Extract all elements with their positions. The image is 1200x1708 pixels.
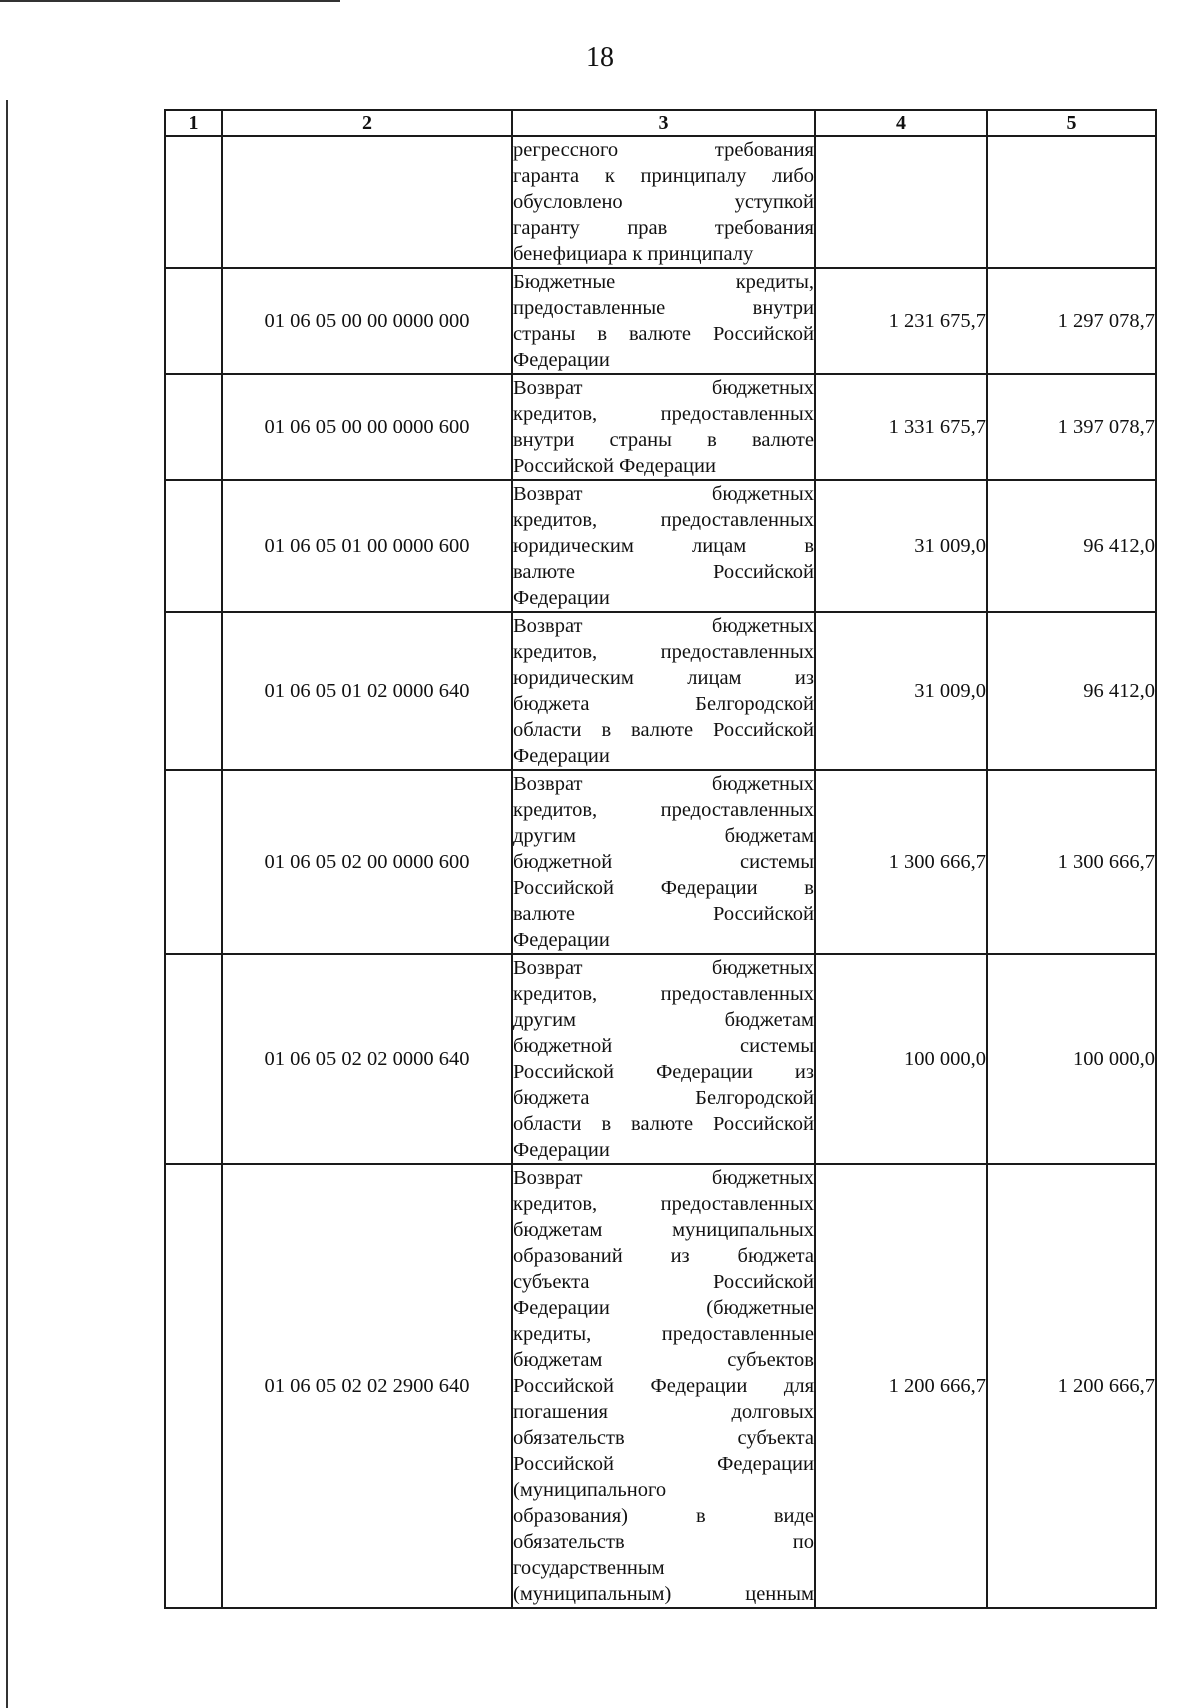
amount-cell-col5: 1 200 666,7: [987, 1164, 1156, 1608]
row-number-cell: [165, 480, 222, 612]
description-line: гаранту прав требования: [513, 217, 814, 239]
classification-code-cell: 01 06 05 01 00 0000 600: [222, 480, 512, 612]
budget-sources-table: [164, 109, 1157, 1609]
description-line: другим бюджетам: [513, 825, 814, 847]
description-line: регрессного требования: [513, 139, 814, 161]
amount-cell-col4: 31 009,0: [815, 612, 987, 770]
description-line: Возврат бюджетных: [513, 957, 814, 979]
description-line: Федерации: [513, 745, 610, 767]
description-line: кредиты, предоставленные: [513, 1323, 814, 1345]
description-line: Возврат бюджетных: [513, 773, 814, 795]
amount-cell-col4: 1 231 675,7: [815, 268, 987, 374]
classification-code-cell: [222, 136, 512, 268]
amount-cell-col5: [987, 136, 1156, 268]
description-line: (муниципального: [513, 1479, 667, 1501]
description-line: бюджетной системы: [513, 851, 814, 873]
amount-cell-col5: 96 412,0: [987, 612, 1156, 770]
description-line: (муниципальным) ценным: [513, 1583, 814, 1605]
description-line: Российской Федерации: [513, 455, 716, 477]
description-line: внутри страны в валюте: [513, 429, 814, 451]
column-header: 1: [165, 110, 222, 136]
description-line: обязательств субъекта: [513, 1427, 814, 1449]
classification-code-cell: 01 06 05 02 02 2900 640: [222, 1164, 512, 1608]
description-cell: [512, 612, 815, 770]
description-line: Федерации: [513, 929, 610, 951]
table-row: [165, 480, 1156, 612]
column-header: 2: [222, 110, 512, 136]
page-number: 18: [586, 42, 614, 73]
classification-code-cell: 01 06 05 02 00 0000 600: [222, 770, 512, 954]
amount-cell-col4: 1 300 666,7: [815, 770, 987, 954]
table-row: [165, 954, 1156, 1164]
description-line: Федерации: [513, 349, 610, 371]
row-number-cell: [165, 136, 222, 268]
column-header: 3: [512, 110, 815, 136]
description-line: бюджета Белгородской: [513, 693, 814, 715]
description-line: Возврат бюджетных: [513, 615, 814, 637]
table-row: [165, 612, 1156, 770]
scan-edge-left: [6, 100, 8, 1708]
description-line: кредитов, предоставленных: [513, 1193, 814, 1215]
description-line: юридическим лицам из: [513, 667, 814, 689]
classification-code-cell: 01 06 05 01 02 0000 640: [222, 612, 512, 770]
amount-cell-col4: 31 009,0: [815, 480, 987, 612]
classification-code-cell: 01 06 05 00 00 0000 000: [222, 268, 512, 374]
description-line: юридическим лицам в: [513, 535, 814, 557]
table-row: [165, 770, 1156, 954]
description-line: страны в валюте Российской: [513, 323, 814, 345]
table-body: [165, 136, 1156, 1608]
description-line: области в валюте Российской: [513, 1113, 814, 1135]
description-line: Возврат бюджетных: [513, 1167, 814, 1189]
description-line: предоставленные внутри: [513, 297, 814, 319]
table-row: [165, 374, 1156, 480]
description-cell: [512, 136, 815, 268]
amount-cell-col4: [815, 136, 987, 268]
table-row: [165, 268, 1156, 374]
description-cell: [512, 1164, 815, 1608]
table-header-row: [165, 110, 1156, 136]
description-line: Федерации: [513, 587, 610, 609]
amount-cell-col4: 1 200 666,7: [815, 1164, 987, 1608]
column-header: 5: [987, 110, 1156, 136]
amount-cell-col4: 100 000,0: [815, 954, 987, 1164]
description-line: Федерации (бюджетные: [513, 1297, 814, 1319]
description-cell: [512, 374, 815, 480]
row-number-cell: [165, 954, 222, 1164]
column-header: 4: [815, 110, 987, 136]
description-line: погашения долговых: [513, 1401, 814, 1423]
scan-edge-top: [0, 0, 340, 2]
description-line: Федерации: [513, 1139, 610, 1161]
description-line: Возврат бюджетных: [513, 377, 814, 399]
description-line: кредитов, предоставленных: [513, 799, 814, 821]
description-line: валюте Российской: [513, 903, 814, 925]
description-line: образований из бюджета: [513, 1245, 814, 1267]
description-line: валюте Российской: [513, 561, 814, 583]
description-line: государственным: [513, 1557, 665, 1579]
description-line: другим бюджетам: [513, 1009, 814, 1031]
description-line: Российской Федерации для: [513, 1375, 814, 1397]
description-line: Бюджетные кредиты,: [513, 271, 814, 293]
description-line: образования) в виде: [513, 1505, 814, 1527]
description-line: Российской Федерации из: [513, 1061, 814, 1083]
description-line: бенефициара к принципалу: [513, 243, 754, 265]
description-line: кредитов, предоставленных: [513, 983, 814, 1005]
description-cell: [512, 268, 815, 374]
description-cell: [512, 954, 815, 1164]
description-line: кредитов, предоставленных: [513, 509, 814, 531]
classification-code-cell: 01 06 05 02 02 0000 640: [222, 954, 512, 1164]
description-line: субъекта Российской: [513, 1271, 814, 1293]
description-cell: [512, 480, 815, 612]
description-line: кредитов, предоставленных: [513, 403, 814, 425]
description-line: Российской Федерации: [513, 1453, 814, 1475]
row-number-cell: [165, 1164, 222, 1608]
description-line: бюджетам субъектов: [513, 1349, 814, 1371]
description-line: Возврат бюджетных: [513, 483, 814, 505]
description-line: бюджета Белгородской: [513, 1087, 814, 1109]
amount-cell-col5: 1 297 078,7: [987, 268, 1156, 374]
amount-cell-col5: 1 300 666,7: [987, 770, 1156, 954]
row-number-cell: [165, 612, 222, 770]
description-line: Российской Федерации в: [513, 877, 814, 899]
classification-code-cell: 01 06 05 00 00 0000 600: [222, 374, 512, 480]
row-number-cell: [165, 268, 222, 374]
amount-cell-col5: 1 397 078,7: [987, 374, 1156, 480]
row-number-cell: [165, 374, 222, 480]
description-line: гаранта к принципалу либо: [513, 165, 814, 187]
amount-cell-col4: 1 331 675,7: [815, 374, 987, 480]
amount-cell-col5: 100 000,0: [987, 954, 1156, 1164]
description-line: обязательств по: [513, 1531, 814, 1553]
row-number-cell: [165, 770, 222, 954]
table-row: [165, 136, 1156, 268]
amount-cell-col5: 96 412,0: [987, 480, 1156, 612]
description-line: бюджетам муниципальных: [513, 1219, 814, 1241]
description-line: кредитов, предоставленных: [513, 641, 814, 663]
description-line: обусловлено уступкой: [513, 191, 814, 213]
description-line: области в валюте Российской: [513, 719, 814, 741]
table-row: [165, 1164, 1156, 1608]
description-cell: [512, 770, 815, 954]
description-line: бюджетной системы: [513, 1035, 814, 1057]
